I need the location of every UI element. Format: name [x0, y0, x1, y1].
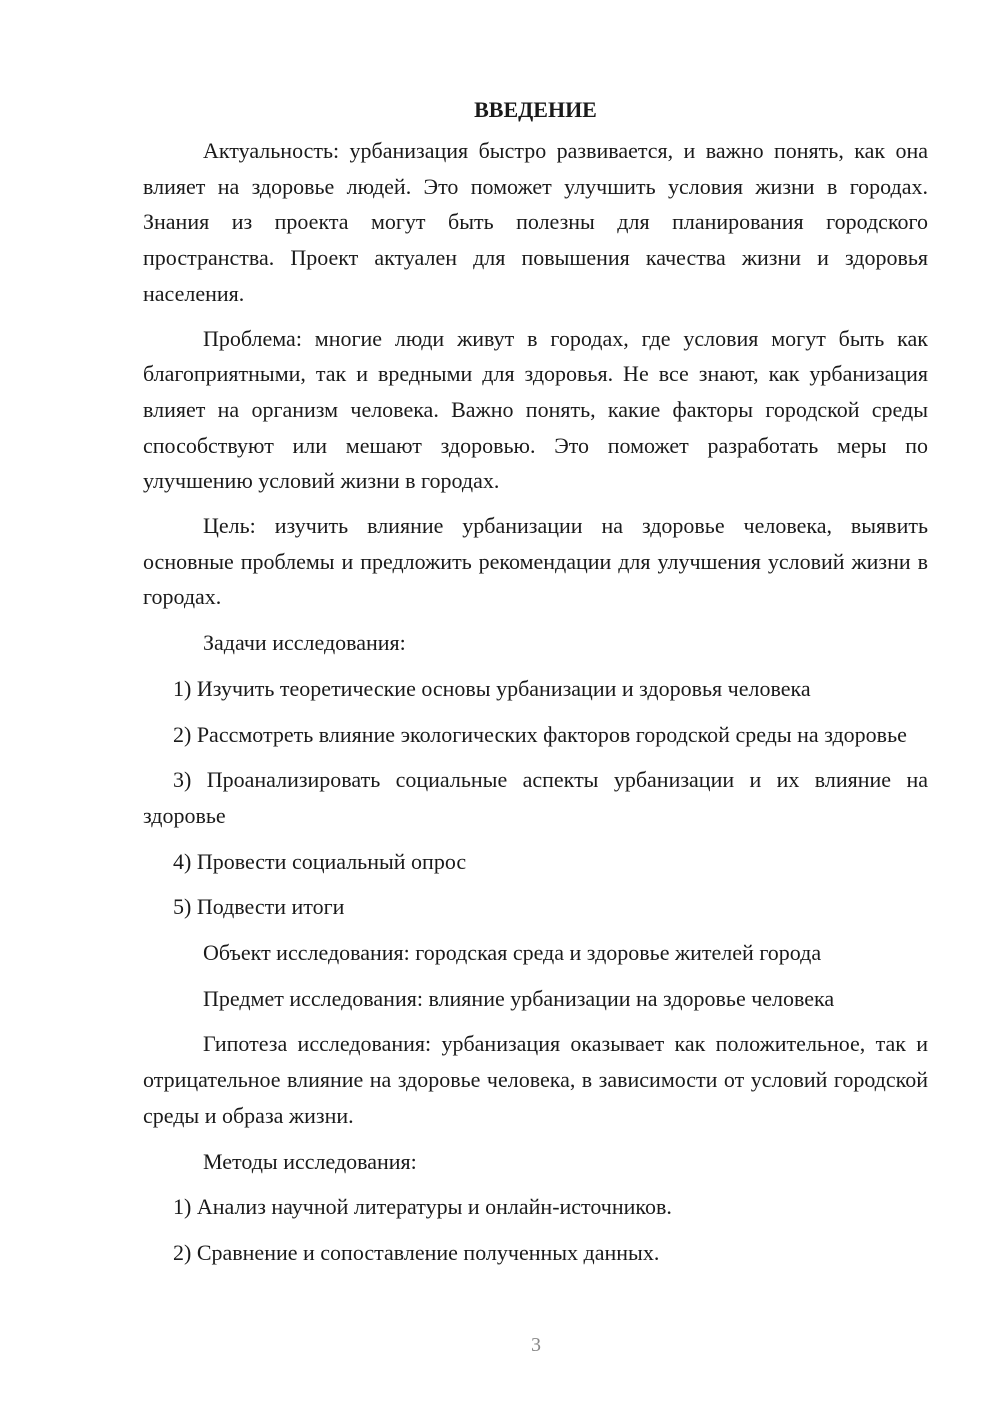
- document-page: [143, 95, 928, 1271]
- task-item: 5) Подвести итоги: [173, 894, 345, 920]
- task-item: 2) Рассмотреть влияние экологических факторов городской среды на здоровье: [173, 721, 907, 747]
- actuality-paragraph: Актуальность: урбанизация быстро развивается, и важно понять, как она влияет на здоровье людей. Это поможет улучшить условия жизни в городах. Знания из проекта могут быть полезны для планирования городского пространства. Проект актуален для повышения качества жизни и здоровья населения.: [143, 138, 928, 306]
- research-object: Объект исследования: городская среда и здоровье жителей города: [203, 940, 822, 966]
- research-subject: Предмет исследования: влияние урбанизации на здоровье человека: [203, 985, 835, 1011]
- method-item: 2) Сравнение и сопоставление полученных данных.: [173, 1239, 660, 1265]
- page-title: ВВЕДЕНИЕ: [474, 97, 597, 122]
- hypothesis-paragraph: Гипотеза исследования: урбанизация оказывает как положительное, так и отрицательное влияние на здоровье человека, в зависимости от условий городской среды и образа жизни.: [143, 1031, 928, 1128]
- problem-paragraph: Проблема: многие люди живут в городах, где условия могут быть как благоприятными, так и вредными для здоровья. Не все знают, как урбанизация влияет на организм человека. Важно понять, какие факторы городской среды способствуют или мешают здоровью. Это поможет разработать меры по улучшению условий жизни в городах.: [143, 325, 928, 494]
- task-item: 1) Изучить теоретические основы урбанизации и здоровья человека: [173, 675, 811, 701]
- page-number: 3: [531, 1334, 541, 1356]
- task-item: 3) Проанализировать социальные аспекты урбанизации и их влияние на здоровье: [143, 767, 928, 828]
- tasks-heading: Задачи исследования:: [203, 630, 406, 656]
- method-item: 1) Анализ научной литературы и онлайн-источников.: [173, 1194, 672, 1220]
- methods-heading: Методы исследования:: [203, 1148, 417, 1174]
- goal-paragraph: Цель: изучить влияние урбанизации на здоровье человека, выявить основные проблемы и предложить рекомендации для улучшения условий жизни в городах.: [143, 513, 928, 610]
- task-item: 4) Провести социальный опрос: [173, 848, 467, 874]
